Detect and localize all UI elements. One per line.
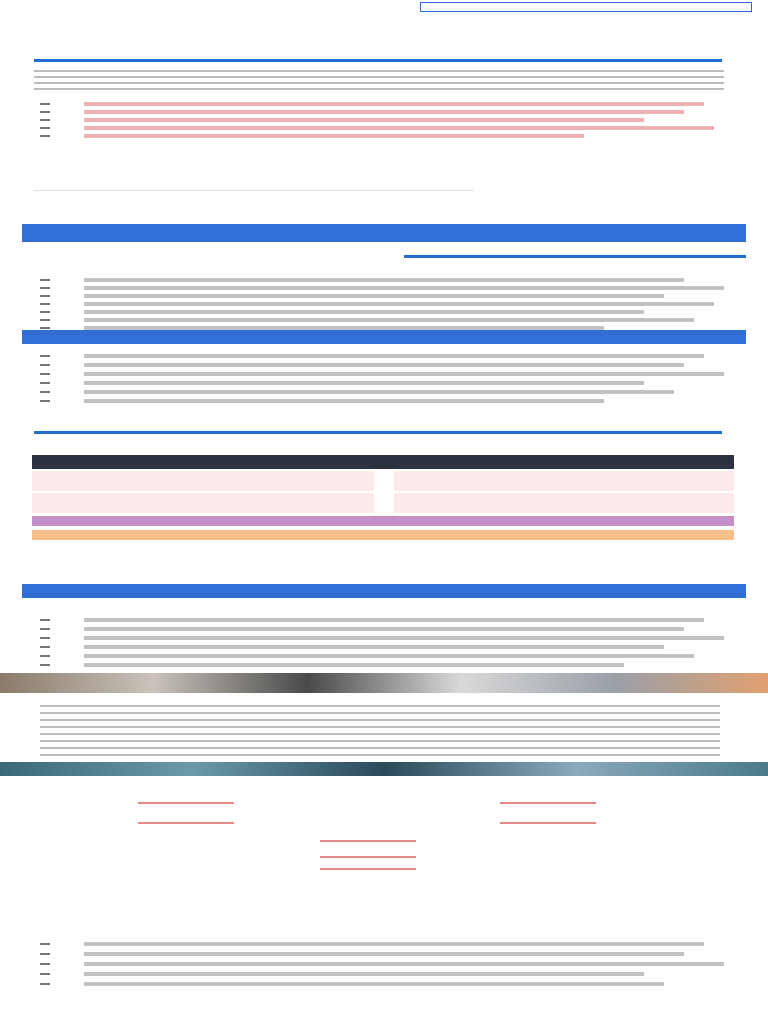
tile[interactable] [394,493,734,513]
bullet-icon [40,135,50,137]
list-item-text [84,942,704,946]
list-item [40,316,720,324]
list-item-text [84,278,684,282]
link-box[interactable] [320,868,416,870]
list-item [40,940,720,950]
list-item-text [84,663,624,667]
bullet-icon [40,103,50,105]
bullet-icon [40,400,50,402]
list-item [40,960,720,970]
bullet-icon [40,311,50,313]
bullet-icon [40,327,50,329]
bullet-icon [40,391,50,393]
list-item-text [84,952,684,956]
section-2-banner-secondary[interactable] [22,330,746,344]
bullet-icon [40,619,50,621]
list-item [40,661,720,670]
list-item [40,292,720,300]
bullet-icon [40,364,50,366]
list-item-text [84,645,664,649]
list-item [40,970,720,980]
bullet-icon [40,279,50,281]
list-item[interactable] [40,116,720,124]
image-strip-2[interactable] [0,762,768,776]
list-item [40,284,720,292]
list-item [40,980,720,990]
section-1-footer-line [34,190,474,191]
bullet-icon [40,355,50,357]
image-strip[interactable] [0,673,768,693]
bullet-icon [40,646,50,648]
list-item [40,950,720,960]
section-5-bullet-list [40,940,720,990]
list-item-text [84,627,684,631]
list-item [40,379,720,388]
bullet-icon [40,983,50,985]
list-item-text [84,962,724,966]
bullet-icon [40,373,50,375]
list-item-text [84,286,724,290]
section-2-rule [404,255,746,258]
list-item [40,616,720,625]
bullet-icon [40,943,50,945]
link-box[interactable] [500,802,596,804]
link-box[interactable] [320,856,416,858]
bullet-icon [40,655,50,657]
list-item [40,308,720,316]
list-item [40,352,720,361]
list-item [40,370,720,379]
list-item-text [84,636,724,640]
list-item-text[interactable] [84,118,644,122]
list-item-text [84,982,664,986]
list-item [40,397,720,406]
list-item-text[interactable] [84,126,714,130]
list-item-text [84,618,704,622]
link-box[interactable] [320,840,416,842]
section-2-bullet-list [40,276,720,332]
list-item-text [84,294,664,298]
bullet-icon [40,664,50,666]
section-4-banner[interactable] [22,584,746,598]
orange-banner[interactable] [32,530,734,540]
list-item [40,625,720,634]
list-item-text[interactable] [84,102,704,106]
list-item-text [84,302,714,306]
bullet-icon [40,295,50,297]
list-item [40,634,720,643]
tile[interactable] [32,471,374,491]
section-3-rule [34,431,722,434]
list-item [40,643,720,652]
section-2-banner[interactable] [22,224,746,242]
list-item [40,388,720,397]
link-box[interactable] [500,822,596,824]
bullet-icon [40,119,50,121]
tile[interactable] [394,471,734,491]
section-1-rule [34,59,722,62]
list-item-text[interactable] [84,110,684,114]
list-item [40,300,720,308]
bullet-icon [40,953,50,955]
list-item[interactable] [40,100,720,108]
top-bar [0,0,768,14]
list-item[interactable] [40,108,720,116]
list-item-text [84,354,704,358]
list-item-text [84,399,604,403]
media-strip[interactable] [32,455,734,469]
top-search-input[interactable] [420,2,752,12]
section-4-text-block [40,700,720,760]
list-item [40,276,720,284]
list-item-text [84,381,644,385]
list-item-text [84,972,644,976]
list-item-text [84,372,724,376]
list-item [40,652,720,661]
bullet-icon [40,963,50,965]
bullet-icon [40,628,50,630]
link-box[interactable] [138,802,234,804]
bullet-icon [40,127,50,129]
bullet-icon [40,111,50,113]
section-1-bullet-list [40,100,720,140]
bullet-icon [40,637,50,639]
bullet-icon [40,287,50,289]
list-item[interactable] [40,124,720,132]
link-box[interactable] [138,822,234,824]
list-item-text [84,363,684,367]
bullet-icon [40,973,50,975]
list-item-text[interactable] [84,134,584,138]
section-3-bullet-list [40,352,720,406]
purple-banner[interactable] [32,516,734,526]
list-item [40,361,720,370]
bullet-icon [40,319,50,321]
section-4-bullet-list [40,616,720,670]
list-item-text [84,310,644,314]
list-item[interactable] [40,132,720,140]
tile[interactable] [32,493,374,513]
list-item-text [84,390,674,394]
section-1-text-block [34,66,724,94]
list-item-text [84,318,694,322]
bullet-icon [40,382,50,384]
list-item-text [84,654,694,658]
bullet-icon [40,303,50,305]
